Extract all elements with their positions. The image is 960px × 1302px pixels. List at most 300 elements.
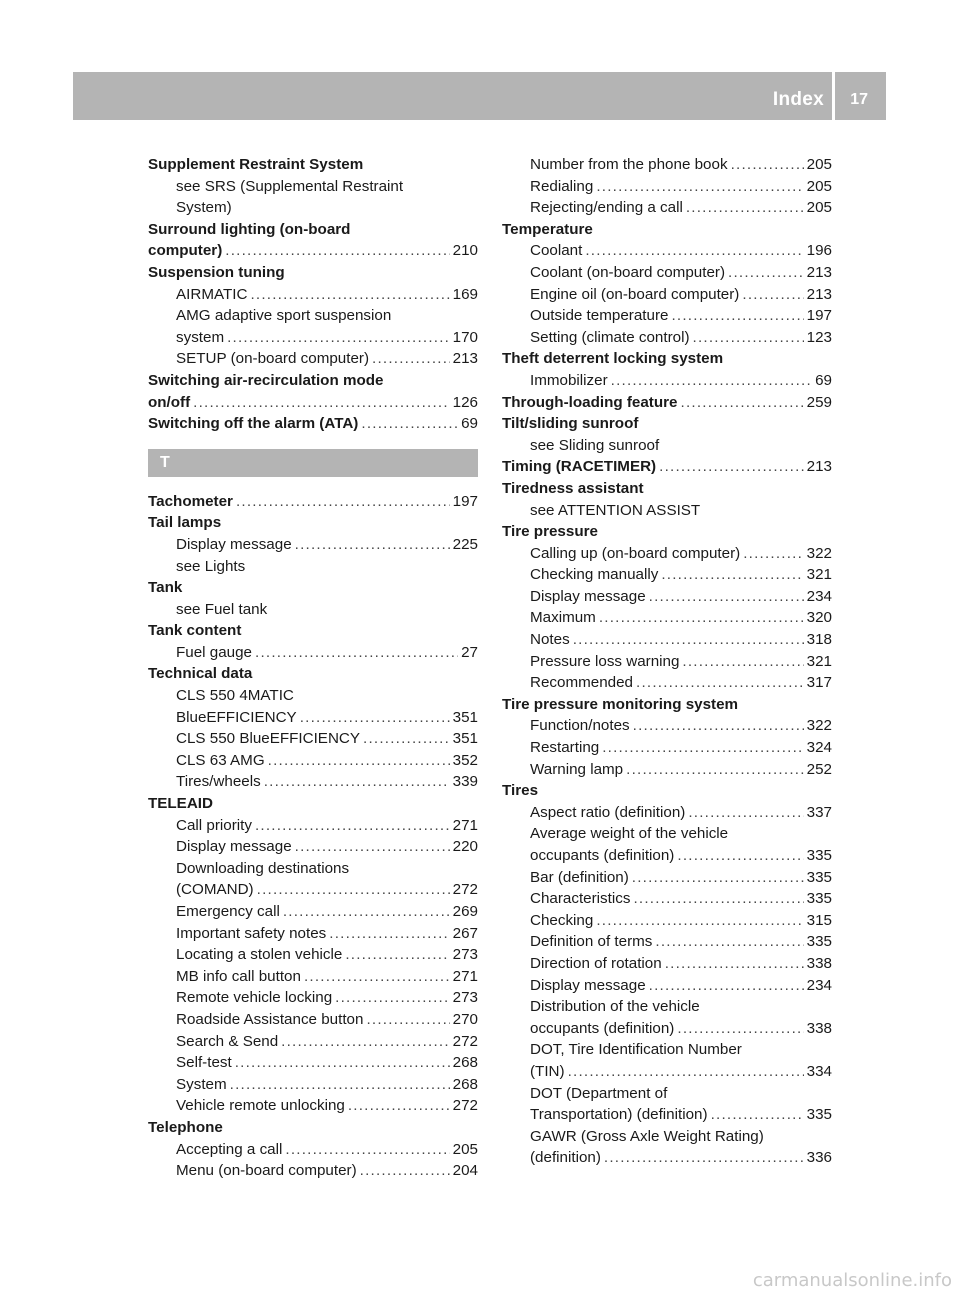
index-subentry	[502, 1126, 832, 1148]
page-reference: 27	[461, 643, 478, 661]
leader-dots	[348, 1095, 450, 1117]
entry-text: Calling up (on-board computer)	[530, 544, 741, 562]
index-subentry	[502, 888, 832, 910]
index-entry	[148, 219, 478, 241]
entry-text: Warning lamp	[530, 760, 624, 778]
entry-text: Tire pressure monitoring system	[502, 695, 739, 713]
index-subentry	[148, 556, 478, 578]
index-subentry	[148, 771, 478, 793]
leader-dots	[585, 240, 803, 262]
entry-text: Tail lamps	[148, 514, 222, 532]
page-reference: 252	[806, 760, 832, 778]
leader-dots	[283, 901, 450, 923]
index-subentry	[148, 685, 478, 707]
entry-text: Immobilizer	[530, 371, 608, 389]
leader-dots	[677, 845, 803, 867]
leader-dots	[235, 1052, 450, 1074]
entry-text: Rejecting/ending a call	[530, 199, 683, 217]
leader-dots	[731, 154, 804, 176]
index-entry	[148, 793, 478, 815]
entry-text: Redialing	[530, 177, 594, 195]
leader-dots	[665, 953, 804, 975]
page-reference: 318	[806, 631, 832, 649]
page-reference: 337	[806, 803, 832, 821]
index-subentry	[502, 586, 832, 608]
index-subentry	[502, 1147, 832, 1169]
page-reference: 334	[806, 1062, 832, 1080]
leader-dots	[671, 305, 803, 327]
leader-dots	[711, 1104, 804, 1126]
leader-dots	[225, 240, 449, 262]
index-entry	[502, 219, 832, 241]
index-entry	[148, 1117, 478, 1139]
page-reference: 204	[452, 1162, 478, 1180]
entry-text: system	[176, 328, 225, 346]
entry-text: Vehicle remote unlocking	[176, 1097, 345, 1115]
entry-text: Locating a stolen vehicle	[176, 946, 343, 964]
index-entry	[148, 577, 478, 599]
page-reference: 272	[452, 1032, 478, 1050]
entry-text: Self-test	[176, 1054, 232, 1072]
leader-dots	[264, 771, 450, 793]
entry-text: Checking	[530, 911, 594, 929]
entry-text: Tire pressure	[502, 523, 598, 541]
page-reference: 322	[806, 544, 832, 562]
leader-dots	[250, 284, 449, 306]
page-reference: 268	[452, 1075, 478, 1093]
entry-text: Menu (on-board computer)	[176, 1162, 357, 1180]
leader-dots	[227, 327, 450, 349]
leader-dots	[626, 759, 804, 781]
entry-text: Accepting a call	[176, 1140, 283, 1158]
index-subentry	[502, 737, 832, 759]
entry-text: Temperature	[502, 220, 593, 238]
entry-text: Distribution of the vehicle	[530, 998, 700, 1016]
page-reference: 205	[806, 199, 832, 217]
entry-text: (COMAND)	[176, 881, 254, 899]
page-reference: 69	[815, 371, 832, 389]
index-entry	[502, 348, 832, 370]
page-reference: 321	[806, 652, 832, 670]
entry-text: Pressure loss warning	[530, 652, 680, 670]
leader-dots	[329, 923, 449, 945]
index-entry	[148, 413, 478, 435]
page-reference: 320	[806, 609, 832, 627]
leader-dots	[632, 867, 804, 889]
page-reference: 225	[452, 535, 478, 553]
index-entry	[148, 512, 478, 534]
index-entry	[148, 392, 478, 414]
leader-dots	[604, 1147, 804, 1169]
index-subentry	[148, 750, 478, 772]
index-subentry	[148, 348, 478, 370]
leader-dots	[599, 607, 804, 629]
header-section-title: Index	[772, 89, 824, 110]
entry-text: Important safety notes	[176, 924, 327, 942]
page-reference: 271	[452, 967, 478, 985]
page-reference: 205	[806, 177, 832, 195]
entry-text: Restarting	[530, 739, 600, 757]
entry-text: Tires	[502, 782, 539, 800]
index-subentry	[502, 240, 832, 262]
entry-text: see Fuel tank	[176, 600, 268, 618]
page-reference: 220	[452, 838, 478, 856]
leader-dots	[295, 836, 450, 858]
leader-dots	[688, 802, 803, 824]
leader-dots	[728, 262, 804, 284]
page-reference: 335	[806, 890, 832, 908]
leader-dots	[300, 707, 450, 729]
entry-text: see Sliding sunroof	[530, 436, 660, 454]
index-subentry	[502, 154, 832, 176]
entry-text: Outside temperature	[530, 307, 669, 325]
entry-text: Function/notes	[530, 717, 630, 735]
page-reference: 335	[806, 933, 832, 951]
page-reference: 321	[806, 566, 832, 584]
entry-text: Coolant (on-board computer)	[530, 263, 726, 281]
entry-text: AIRMATIC	[176, 285, 248, 303]
index-subentry	[148, 966, 478, 988]
entry-text: Setting (climate control)	[530, 328, 690, 346]
index-subentry	[148, 327, 478, 349]
entry-text: Display message	[530, 976, 646, 994]
leader-dots	[193, 392, 449, 414]
index-subentry	[502, 1104, 832, 1126]
index-subentry	[502, 176, 832, 198]
leader-dots	[360, 1160, 450, 1182]
index-subentry	[148, 728, 478, 750]
index-subentry	[148, 1031, 478, 1053]
index-subentry	[148, 176, 478, 198]
entry-text: see Lights	[176, 557, 246, 575]
entry-text: Coolant	[530, 242, 583, 260]
leader-dots	[677, 1018, 803, 1040]
index-subentry	[148, 858, 478, 880]
watermark: carmanualsonline.info	[752, 1270, 952, 1291]
entry-text: (definition)	[530, 1149, 601, 1167]
page-reference: 335	[806, 847, 832, 864]
page-reference: 169	[452, 285, 478, 303]
index-entry	[148, 262, 478, 284]
entry-text: SETUP (on-board computer)	[176, 350, 370, 368]
entry-text: Tachometer	[148, 492, 233, 510]
entry-text: Remote vehicle locking	[176, 989, 333, 1007]
leader-dots	[682, 651, 803, 673]
leader-dots	[661, 564, 803, 586]
index-subentry	[502, 975, 832, 997]
entry-text: System	[176, 1075, 227, 1093]
leader-dots	[633, 715, 804, 737]
index-subentry	[502, 1061, 832, 1083]
index-subentry	[502, 759, 832, 781]
page-reference: 213	[452, 350, 478, 368]
leader-dots	[363, 728, 450, 750]
entry-text: Transportation) (definition)	[530, 1106, 708, 1124]
entry-text: Average weight of the vehicle	[530, 825, 729, 843]
page-header-bar	[73, 72, 886, 120]
index-subentry	[148, 944, 478, 966]
index-entry	[502, 413, 832, 435]
index-subentry	[502, 197, 832, 219]
page-reference: 351	[452, 708, 478, 726]
index-subentry	[502, 672, 832, 694]
page-reference: 269	[452, 903, 478, 920]
entry-text: Switching off the alarm (ATA)	[148, 415, 359, 433]
entry-text: AMG adaptive sport suspension	[176, 307, 392, 325]
leader-dots	[649, 975, 804, 997]
leader-dots	[633, 888, 803, 910]
page-reference: 335	[806, 1106, 832, 1124]
index-subentry	[502, 931, 832, 953]
page-reference: 336	[806, 1149, 832, 1167]
leader-dots	[568, 1061, 804, 1083]
entry-text: Display message	[176, 535, 292, 553]
leader-dots	[611, 370, 812, 392]
page-reference: 339	[452, 773, 478, 791]
index-subentry	[502, 910, 832, 932]
entry-text: Maximum	[530, 609, 596, 627]
index-subentry	[502, 327, 832, 349]
entry-text: Aspect ratio (definition)	[530, 803, 686, 821]
page-reference: 205	[452, 1140, 478, 1158]
entry-text: Tank	[148, 579, 183, 597]
index-column-right	[502, 154, 832, 1169]
entry-text: Recommended	[530, 674, 633, 692]
entry-text: Suspension tuning	[148, 263, 285, 281]
entry-text: occupants (definition)	[530, 847, 675, 864]
index-subentry	[502, 500, 832, 522]
entry-text: Engine oil (on-board computer)	[530, 285, 740, 303]
index-subentry	[148, 642, 478, 664]
page-reference: 351	[452, 730, 478, 748]
entry-text: (TIN)	[530, 1062, 565, 1080]
leader-dots	[230, 1074, 450, 1096]
leader-dots	[335, 987, 449, 1009]
entry-text: Tilt/sliding sunroof	[502, 415, 639, 433]
page-reference: 322	[806, 717, 832, 735]
index-entry	[502, 392, 832, 414]
page-reference: 267	[452, 924, 478, 942]
entry-text: Technical data	[148, 665, 253, 683]
leader-dots	[366, 1009, 449, 1031]
entry-text: CLS 63 AMG	[176, 751, 265, 769]
page-reference: 197	[452, 492, 478, 510]
index-entry	[502, 694, 832, 716]
page-reference: 272	[452, 881, 478, 899]
entry-text: Definition of terms	[530, 933, 653, 951]
entry-text: computer)	[148, 242, 223, 260]
index-entry	[148, 240, 478, 262]
entry-text: Fuel gauge	[176, 643, 252, 661]
entry-text: Characteristics	[530, 890, 631, 908]
page-reference: 268	[452, 1054, 478, 1072]
leader-dots	[649, 586, 804, 608]
page-reference: 338	[806, 1019, 832, 1037]
entry-text: Supplement Restraint System	[148, 156, 364, 173]
index-entry	[148, 491, 478, 513]
leader-dots	[686, 197, 804, 219]
entry-text: DOT, Tire Identification Number	[530, 1041, 742, 1059]
leader-dots	[372, 348, 450, 370]
leader-dots	[596, 176, 803, 198]
index-column-left	[148, 154, 478, 1182]
index-subentry	[148, 305, 478, 327]
entry-text: occupants (definition)	[530, 1019, 675, 1037]
entry-text: Call priority	[176, 816, 252, 834]
index-subentry	[502, 262, 832, 284]
leader-dots	[655, 931, 803, 953]
page-reference: 272	[452, 1097, 478, 1115]
index-subentry	[148, 534, 478, 556]
leader-dots	[268, 750, 450, 772]
page-reference: 234	[806, 587, 832, 605]
leader-dots	[285, 1139, 449, 1161]
page-reference: 338	[806, 954, 832, 972]
index-subentry	[502, 823, 832, 845]
entry-text: Number from the phone book	[530, 156, 728, 173]
entry-text: Notes	[530, 631, 570, 649]
leader-dots	[236, 491, 450, 513]
index-entry	[502, 456, 832, 478]
entry-text: System)	[176, 199, 232, 217]
entry-text: BlueEFFICIENCY	[176, 708, 297, 726]
entry-text: see SRS (Supplemental Restraint	[176, 177, 404, 195]
leader-dots	[596, 910, 803, 932]
index-entry	[502, 780, 832, 802]
entry-text: Emergency call	[176, 903, 280, 920]
entry-text: Roadside Assistance button	[176, 1010, 364, 1028]
index-subentry	[502, 629, 832, 651]
index-entry	[148, 370, 478, 392]
leader-dots	[281, 1031, 449, 1053]
index-subentry	[148, 987, 478, 1009]
entry-text: Display message	[530, 587, 646, 605]
entry-text: CLS 550 BlueEFFICIENCY	[176, 730, 361, 748]
leader-dots	[255, 815, 450, 837]
entry-text: Tank content	[148, 622, 242, 640]
page-reference: 270	[452, 1010, 478, 1028]
index-subentry	[502, 651, 832, 673]
leader-dots	[602, 737, 803, 759]
page-reference: 259	[806, 393, 832, 411]
page-reference: 213	[806, 285, 832, 303]
entry-text: Surround lighting (on-board	[148, 220, 351, 238]
entry-text: MB info call button	[176, 967, 301, 985]
page-reference: 317	[806, 674, 832, 692]
index-subentry	[502, 607, 832, 629]
leader-dots	[636, 672, 804, 694]
entry-text: see ATTENTION ASSIST	[530, 501, 701, 519]
page-reference: 197	[806, 307, 832, 325]
index-subentry	[502, 284, 832, 306]
page-reference: 352	[452, 751, 478, 769]
entry-text: Timing (RACETIMER)	[502, 458, 657, 476]
index-subentry	[148, 1052, 478, 1074]
entry-text: CLS 550 4MATIC	[176, 687, 294, 705]
index-subentry	[502, 845, 832, 867]
entry-text: Downloading destinations	[176, 859, 350, 877]
index-subentry	[148, 901, 478, 923]
page-reference: 273	[452, 946, 478, 964]
index-subentry	[502, 953, 832, 975]
entry-text: Search & Send	[176, 1032, 279, 1050]
index-subentry	[502, 435, 832, 457]
leader-dots	[681, 392, 804, 414]
leader-dots	[255, 642, 458, 664]
index-subentry	[148, 836, 478, 858]
entry-text: Bar (definition)	[530, 868, 629, 886]
index-subentry	[148, 599, 478, 621]
page-reference: 170	[452, 328, 478, 346]
index-subentry	[148, 1095, 478, 1117]
entry-text: on/off	[148, 393, 191, 411]
index-subentry	[148, 879, 478, 901]
page-reference: 324	[806, 739, 832, 757]
index-subentry	[148, 923, 478, 945]
index-subentry	[502, 715, 832, 737]
entry-text: Telephone	[148, 1118, 223, 1136]
page-reference: 273	[452, 989, 478, 1007]
section-letter-header: T	[148, 449, 478, 477]
index-subentry	[148, 1074, 478, 1096]
header-page-number: 17	[850, 91, 868, 108]
index-subentry	[148, 815, 478, 837]
leader-dots	[257, 879, 450, 901]
page-reference: 335	[806, 868, 832, 886]
header-separator	[832, 72, 835, 120]
entry-text: GAWR (Gross Axle Weight Rating)	[530, 1127, 764, 1145]
page-reference: 315	[806, 911, 832, 929]
index-entry	[148, 663, 478, 685]
index-subentry	[148, 1139, 478, 1161]
page-reference: 210	[452, 242, 478, 260]
index-subentry	[148, 284, 478, 306]
page-reference: 213	[806, 263, 832, 281]
page-reference: 213	[806, 458, 832, 476]
leader-dots	[743, 543, 803, 565]
leader-dots	[659, 456, 804, 478]
entry-text: Display message	[176, 838, 292, 856]
entry-text: Checking manually	[530, 566, 659, 584]
page-reference: 271	[452, 816, 478, 834]
page-reference: 123	[806, 328, 832, 346]
entry-text: Through-loading feature	[502, 393, 678, 411]
index-entry	[502, 478, 832, 500]
leader-dots	[295, 534, 450, 556]
entry-text: Direction of rotation	[530, 954, 662, 972]
entry-text: Tires/wheels	[176, 773, 261, 791]
index-subentry	[502, 543, 832, 565]
index-subentry	[502, 996, 832, 1018]
leader-dots	[361, 413, 458, 435]
index-subentry	[502, 802, 832, 824]
index-subentry	[502, 370, 832, 392]
index-entry	[502, 521, 832, 543]
page-reference: 234	[806, 976, 832, 994]
entry-text: TELEAID	[148, 795, 213, 813]
entry-text: Theft deterrent locking system	[502, 350, 724, 368]
index-subentry	[148, 707, 478, 729]
entry-text: Switching air-recirculation mode	[148, 371, 384, 389]
index-subentry	[502, 1018, 832, 1040]
index-subentry	[502, 305, 832, 327]
page-reference: 196	[806, 242, 832, 260]
page-reference: 126	[452, 393, 478, 411]
entry-text: Tiredness assistant	[502, 479, 644, 497]
index-subentry	[502, 867, 832, 889]
index-subentry	[148, 197, 478, 219]
index-subentry	[502, 1039, 832, 1061]
